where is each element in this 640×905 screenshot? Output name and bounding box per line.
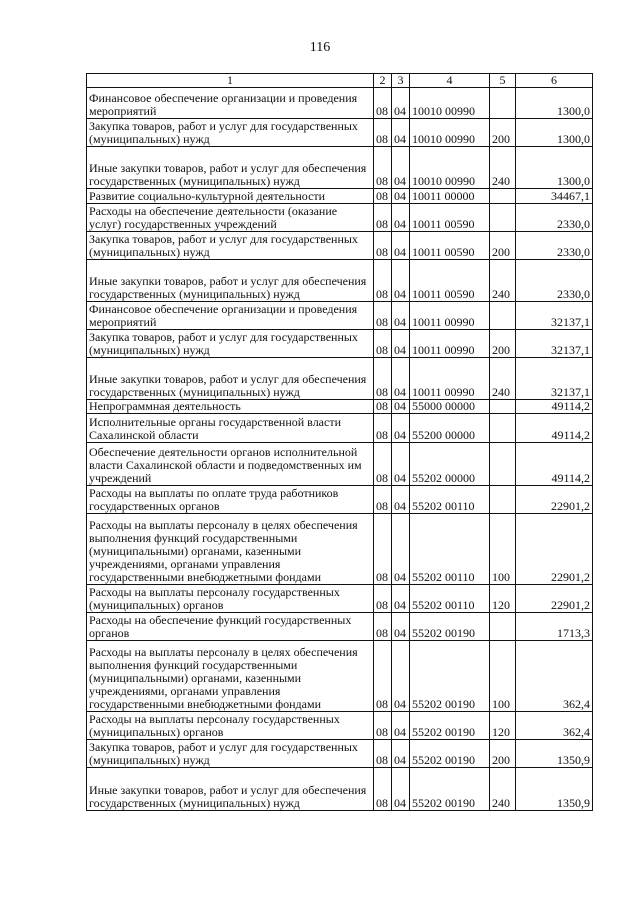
row-target-code-cell: 10011 00000 [410,189,490,204]
row-expense-type-cell: 100 [490,514,516,585]
row-name-cell: Расходы на выплаты персоналу в целях обеспечения выполнения функций государственными (муниципальными) органами, казенными учреждениями, органами управления государственными внебюджетными фондами [87,514,374,585]
row-expense-type-cell: 240 [490,358,516,400]
table-row [87,443,593,486]
row-name-cell: Непрограммная деятельность [87,400,374,414]
header-col-4: 4 [410,74,490,88]
row-amount-cell: 362,4 [516,712,593,740]
row-section-cell: 08 [374,486,392,514]
row-subsection-cell: 04 [392,768,410,811]
table-row [87,585,593,613]
row-name-cell: Иные закупки товаров, работ и услуг для обеспечения государственных (муниципальных) нужд [87,260,374,302]
row-amount-cell: 1350,9 [516,740,593,768]
row-subsection-cell: 04 [392,302,410,330]
row-section-cell: 08 [374,768,392,811]
row-subsection-cell: 04 [392,119,410,147]
table-row [87,189,593,204]
row-target-code-cell: 55200 00000 [410,414,490,443]
row-target-code-cell: 55000 00000 [410,400,490,414]
row-expense-type-cell [490,414,516,443]
row-expense-type-cell: 240 [490,260,516,302]
row-name-cell: Расходы на выплаты персоналу государственных (муниципальных) органов [87,585,374,613]
row-section-cell: 08 [374,260,392,302]
row-amount-cell: 1300,0 [516,88,593,119]
row-amount-cell: 1350,9 [516,768,593,811]
row-amount-cell: 1713,3 [516,613,593,641]
row-subsection-cell: 04 [392,712,410,740]
row-amount-cell: 2330,0 [516,204,593,232]
row-target-code-cell: 10011 00590 [410,204,490,232]
row-target-code-cell: 10011 00990 [410,302,490,330]
row-subsection-cell: 04 [392,232,410,260]
row-target-code-cell: 55202 00190 [410,641,490,712]
row-section-cell: 08 [374,514,392,585]
row-name-cell: Финансовое обеспечение организации и проведения мероприятий [87,88,374,119]
row-subsection-cell: 04 [392,400,410,414]
row-name-cell: Расходы на выплаты по оплате труда работников государственных органов [87,486,374,514]
row-amount-cell: 32137,1 [516,358,593,400]
row-target-code-cell: 55202 00110 [410,486,490,514]
row-section-cell: 08 [374,147,392,189]
row-section-cell: 08 [374,189,392,204]
row-expense-type-cell [490,88,516,119]
row-subsection-cell: 04 [392,443,410,486]
row-section-cell: 08 [374,585,392,613]
row-section-cell: 08 [374,358,392,400]
row-target-code-cell: 10010 00990 [410,88,490,119]
row-section-cell: 08 [374,204,392,232]
row-amount-cell: 22901,2 [516,514,593,585]
row-target-code-cell: 10010 00990 [410,147,490,189]
row-name-cell: Закупка товаров, работ и услуг для государственных (муниципальных) нужд [87,740,374,768]
row-amount-cell: 2330,0 [516,260,593,302]
row-section-cell: 08 [374,400,392,414]
header-col-5: 5 [490,74,516,88]
row-subsection-cell: 04 [392,260,410,302]
row-expense-type-cell: 200 [490,232,516,260]
row-amount-cell: 32137,1 [516,330,593,358]
row-target-code-cell: 10010 00990 [410,119,490,147]
row-amount-cell: 2330,0 [516,232,593,260]
row-target-code-cell: 10011 00590 [410,232,490,260]
row-expense-type-cell: 200 [490,330,516,358]
row-name-cell: Иные закупки товаров, работ и услуг для обеспечения государственных (муниципальных) нужд [87,358,374,400]
header-col-6: 6 [516,74,593,88]
row-section-cell: 08 [374,119,392,147]
row-target-code-cell: 10011 00590 [410,260,490,302]
table-row [87,514,593,585]
row-expense-type-cell [490,204,516,232]
header-row [87,74,593,88]
row-subsection-cell: 04 [392,88,410,119]
row-name-cell: Закупка товаров, работ и услуг для государственных (муниципальных) нужд [87,119,374,147]
row-expense-type-cell [490,400,516,414]
row-expense-type-cell [490,302,516,330]
row-target-code-cell: 10011 00990 [410,330,490,358]
row-target-code-cell: 55202 00190 [410,712,490,740]
row-section-cell: 08 [374,613,392,641]
row-section-cell: 08 [374,740,392,768]
row-section-cell: 08 [374,330,392,358]
row-target-code-cell: 55202 00110 [410,585,490,613]
table-row [87,232,593,260]
row-subsection-cell: 04 [392,414,410,443]
table-row [87,414,593,443]
row-amount-cell: 49114,2 [516,443,593,486]
row-name-cell: Закупка товаров, работ и услуг для государственных (муниципальных) нужд [87,232,374,260]
row-expense-type-cell [490,486,516,514]
row-expense-type-cell [490,443,516,486]
table-row [87,486,593,514]
row-target-code-cell: 55202 00000 [410,443,490,486]
row-subsection-cell: 04 [392,740,410,768]
header-col-3: 3 [392,74,410,88]
table-row [87,613,593,641]
row-target-code-cell: 55202 00110 [410,514,490,585]
row-subsection-cell: 04 [392,641,410,712]
row-section-cell: 08 [374,443,392,486]
table-row [87,119,593,147]
row-amount-cell: 34467,1 [516,189,593,204]
row-subsection-cell: 04 [392,613,410,641]
row-target-code-cell: 55202 00190 [410,613,490,641]
row-subsection-cell: 04 [392,330,410,358]
row-expense-type-cell [490,613,516,641]
row-expense-type-cell [490,189,516,204]
table-row [87,768,593,811]
row-name-cell: Закупка товаров, работ и услуг для государственных (муниципальных) нужд [87,330,374,358]
row-section-cell: 08 [374,641,392,712]
row-amount-cell: 1300,0 [516,119,593,147]
row-subsection-cell: 04 [392,189,410,204]
row-expense-type-cell: 120 [490,585,516,613]
row-amount-cell: 1300,0 [516,147,593,189]
row-name-cell: Развитие социально-культурной деятельности [87,189,374,204]
row-target-code-cell: 55202 00190 [410,768,490,811]
row-expense-type-cell: 200 [490,119,516,147]
table-body [87,88,593,811]
row-expense-type-cell: 240 [490,768,516,811]
row-name-cell: Финансовое обеспечение организации и проведения мероприятий [87,302,374,330]
row-subsection-cell: 04 [392,147,410,189]
table-row [87,400,593,414]
row-name-cell: Обеспечение деятельности органов исполнительной власти Сахалинской области и подведомственных им учреждений [87,443,374,486]
table-row [87,302,593,330]
row-section-cell: 08 [374,88,392,119]
row-subsection-cell: 04 [392,358,410,400]
header-col-2: 2 [374,74,392,88]
table-row [87,641,593,712]
row-section-cell: 08 [374,712,392,740]
header-col-1: 1 [87,74,374,88]
row-expense-type-cell: 240 [490,147,516,189]
row-name-cell: Расходы на обеспечение функций государственных органов [87,613,374,641]
row-name-cell: Исполнительные органы государственной власти Сахалинской области [87,414,374,443]
table-row [87,740,593,768]
budget-table [86,73,593,811]
row-target-code-cell: 55202 00190 [410,740,490,768]
table-row [87,147,593,189]
table-row [87,330,593,358]
row-subsection-cell: 04 [392,486,410,514]
row-section-cell: 08 [374,414,392,443]
row-amount-cell: 32137,1 [516,302,593,330]
table-row [87,260,593,302]
row-name-cell: Расходы на обеспечение деятельности (оказание услуг) государственных учреждений [87,204,374,232]
table-row [87,358,593,400]
row-name-cell: Иные закупки товаров, работ и услуг для обеспечения государственных (муниципальных) нужд [87,147,374,189]
row-amount-cell: 49114,2 [516,414,593,443]
row-amount-cell: 22901,2 [516,585,593,613]
table-row [87,204,593,232]
page-number: 116 [309,40,331,55]
row-target-code-cell: 10011 00990 [410,358,490,400]
row-section-cell: 08 [374,302,392,330]
row-name-cell: Расходы на выплаты персоналу государственных (муниципальных) органов [87,712,374,740]
row-amount-cell: 49114,2 [516,400,593,414]
row-subsection-cell: 04 [392,585,410,613]
row-name-cell: Иные закупки товаров, работ и услуг для обеспечения государственных (муниципальных) нужд [87,768,374,811]
table-row [87,712,593,740]
row-section-cell: 08 [374,232,392,260]
row-expense-type-cell: 200 [490,740,516,768]
row-expense-type-cell: 100 [490,641,516,712]
row-amount-cell: 362,4 [516,641,593,712]
row-expense-type-cell: 120 [490,712,516,740]
row-subsection-cell: 04 [392,514,410,585]
row-subsection-cell: 04 [392,204,410,232]
row-amount-cell: 22901,2 [516,486,593,514]
table-row [87,88,593,119]
row-name-cell: Расходы на выплаты персоналу в целях обеспечения выполнения функций государственными (муниципальными) органами, казенными учреждениями, органами управления государственными внебюджетными фондами [87,641,374,712]
